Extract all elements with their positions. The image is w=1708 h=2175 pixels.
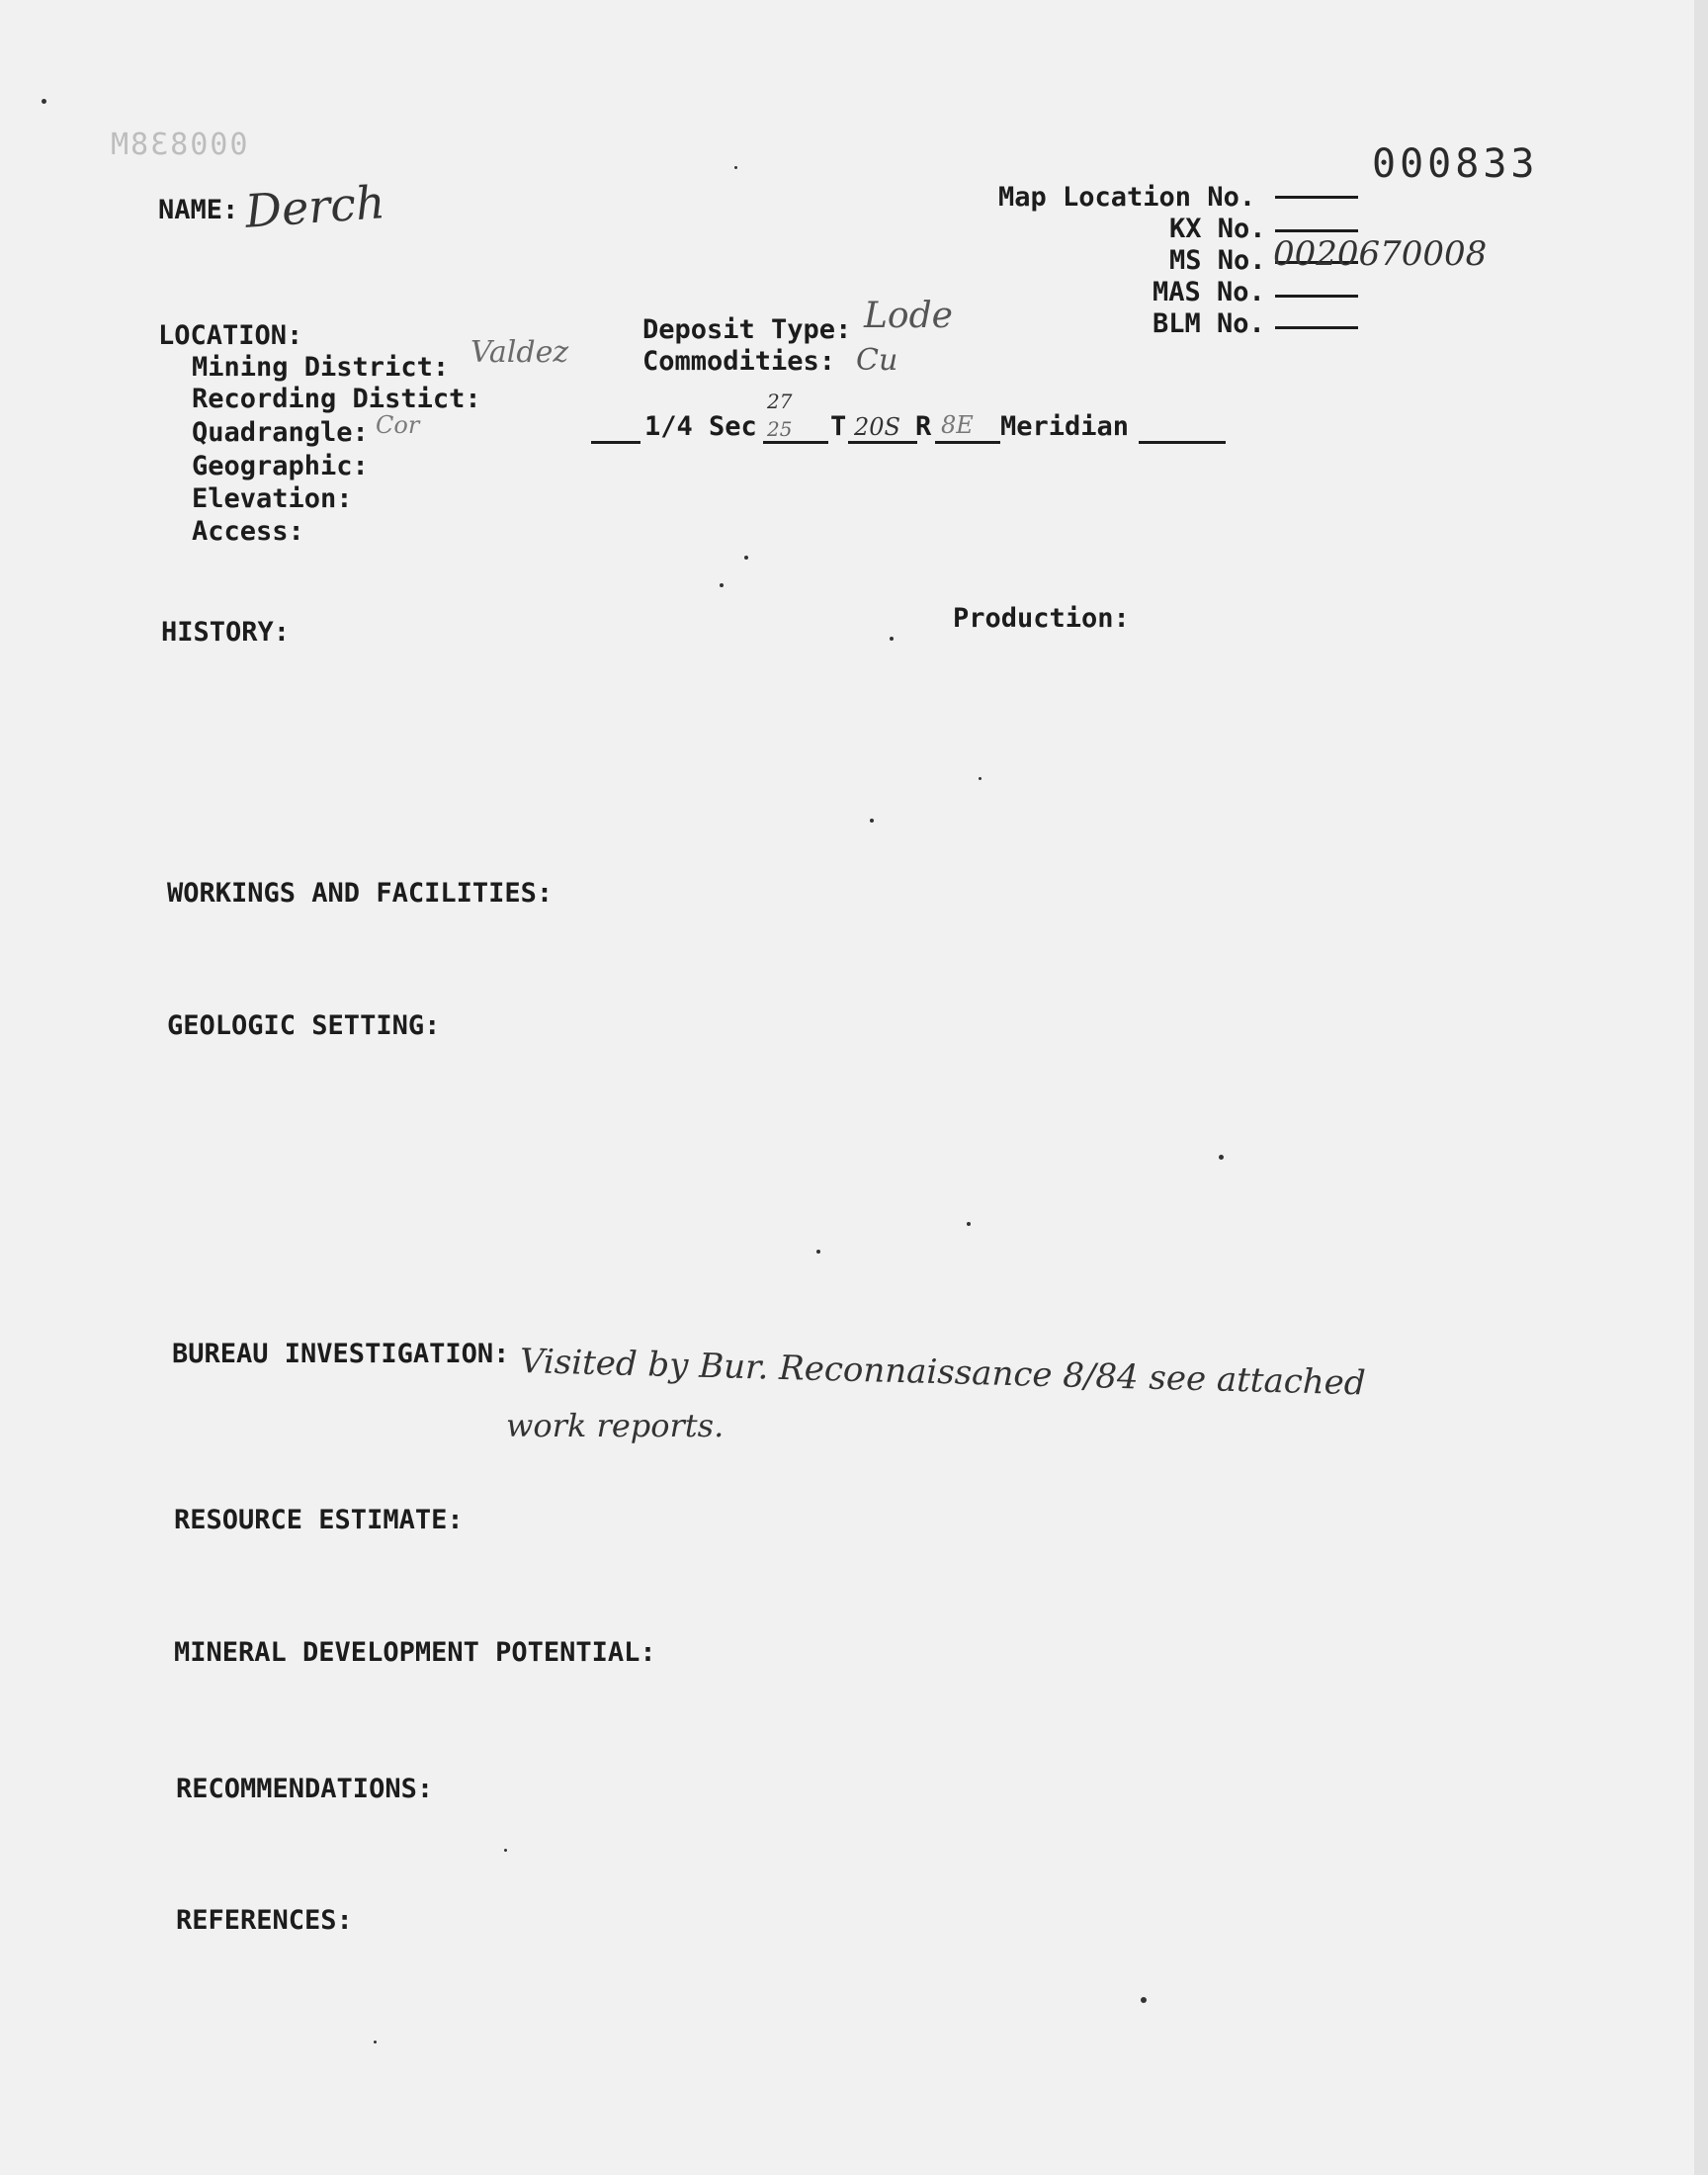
speck (720, 583, 724, 587)
speck (504, 1849, 507, 1852)
speck (816, 1250, 820, 1254)
kx-label: KX No. (1169, 214, 1266, 244)
geologic-setting-label: GEOLOGIC SETTING: (167, 1010, 441, 1041)
blm-blank (1275, 326, 1358, 329)
quadrangle-label: Quadrangle: (192, 417, 369, 448)
blm-label: BLM No. (1153, 308, 1265, 339)
mas-blank (1275, 295, 1358, 298)
document-number: 000833 (1372, 141, 1539, 187)
commodities-value: Cu (856, 343, 898, 378)
bureau-note-line1: Visited by Bur. Reconnaissance 8/84 see attached (519, 1342, 1367, 1404)
sec-value-top: 27 (767, 390, 793, 413)
references-label: REFERENCES: (176, 1905, 353, 1936)
speck (870, 819, 874, 823)
mineral-development-label: MINERAL DEVELOPMENT POTENTIAL: (174, 1637, 656, 1668)
deposit-type-value: Lode (864, 296, 953, 336)
r-label: R (915, 411, 932, 442)
mas-label: MAS No. (1153, 277, 1265, 307)
location-label: LOCATION: (158, 320, 303, 351)
ms-value: 0020670008 (1273, 234, 1488, 274)
t-value: 20S (854, 413, 900, 441)
speck (967, 1222, 971, 1226)
resource-estimate-label: RESOURCE ESTIMATE: (174, 1505, 464, 1535)
meridian-blank (1139, 441, 1226, 444)
r-blank (935, 441, 1000, 444)
workings-label: WORKINGS AND FACILITIES: (167, 878, 554, 909)
kx-blank (1275, 229, 1358, 232)
bureau-investigation-label: BUREAU INVESTIGATION: (172, 1339, 510, 1369)
speck (1141, 1997, 1147, 2003)
commodities-label: Commodities: (642, 346, 836, 377)
deposit-type-label: Deposit Type: (642, 314, 852, 345)
map-location-blank (1275, 196, 1358, 199)
r-value: 8E (941, 411, 974, 439)
recommendations-label: RECOMMENDATIONS: (176, 1774, 434, 1804)
speck (979, 777, 982, 780)
meridian-label: Meridian (1000, 411, 1130, 442)
speck (744, 556, 748, 560)
speck (890, 637, 894, 641)
recording-district-label: Recording Distict: (192, 384, 481, 414)
bureau-note-line2: work reports. (506, 1407, 725, 1444)
t-label: T (830, 411, 847, 442)
name-label: NAME: (158, 195, 239, 225)
quarter-blank (591, 441, 640, 444)
mining-district-value: Valdez (470, 335, 569, 370)
sec-blank (763, 441, 828, 444)
sec-value-bottom: 25 (767, 417, 793, 441)
page-edge (1694, 0, 1708, 2175)
t-blank (848, 441, 917, 444)
geographic-label: Geographic: (192, 451, 369, 481)
ms-label: MS No. (1169, 245, 1266, 276)
elevation-label: Elevation: (192, 483, 353, 514)
quarter-sec-label: 1/4 Sec (644, 411, 757, 442)
bleed-through-text: 000838M (109, 128, 248, 162)
speck (374, 2041, 377, 2044)
name-value: Derch (243, 175, 387, 238)
access-label: Access: (192, 516, 304, 547)
mining-district-label: Mining District: (192, 352, 450, 383)
history-label: HISTORY: (161, 617, 291, 648)
production-label: Production: (953, 603, 1130, 634)
speck (1219, 1155, 1224, 1160)
speck (42, 99, 46, 104)
quadrangle-value: Cor (376, 411, 420, 439)
map-location-label: Map Location No. (998, 182, 1256, 213)
speck (734, 166, 737, 169)
